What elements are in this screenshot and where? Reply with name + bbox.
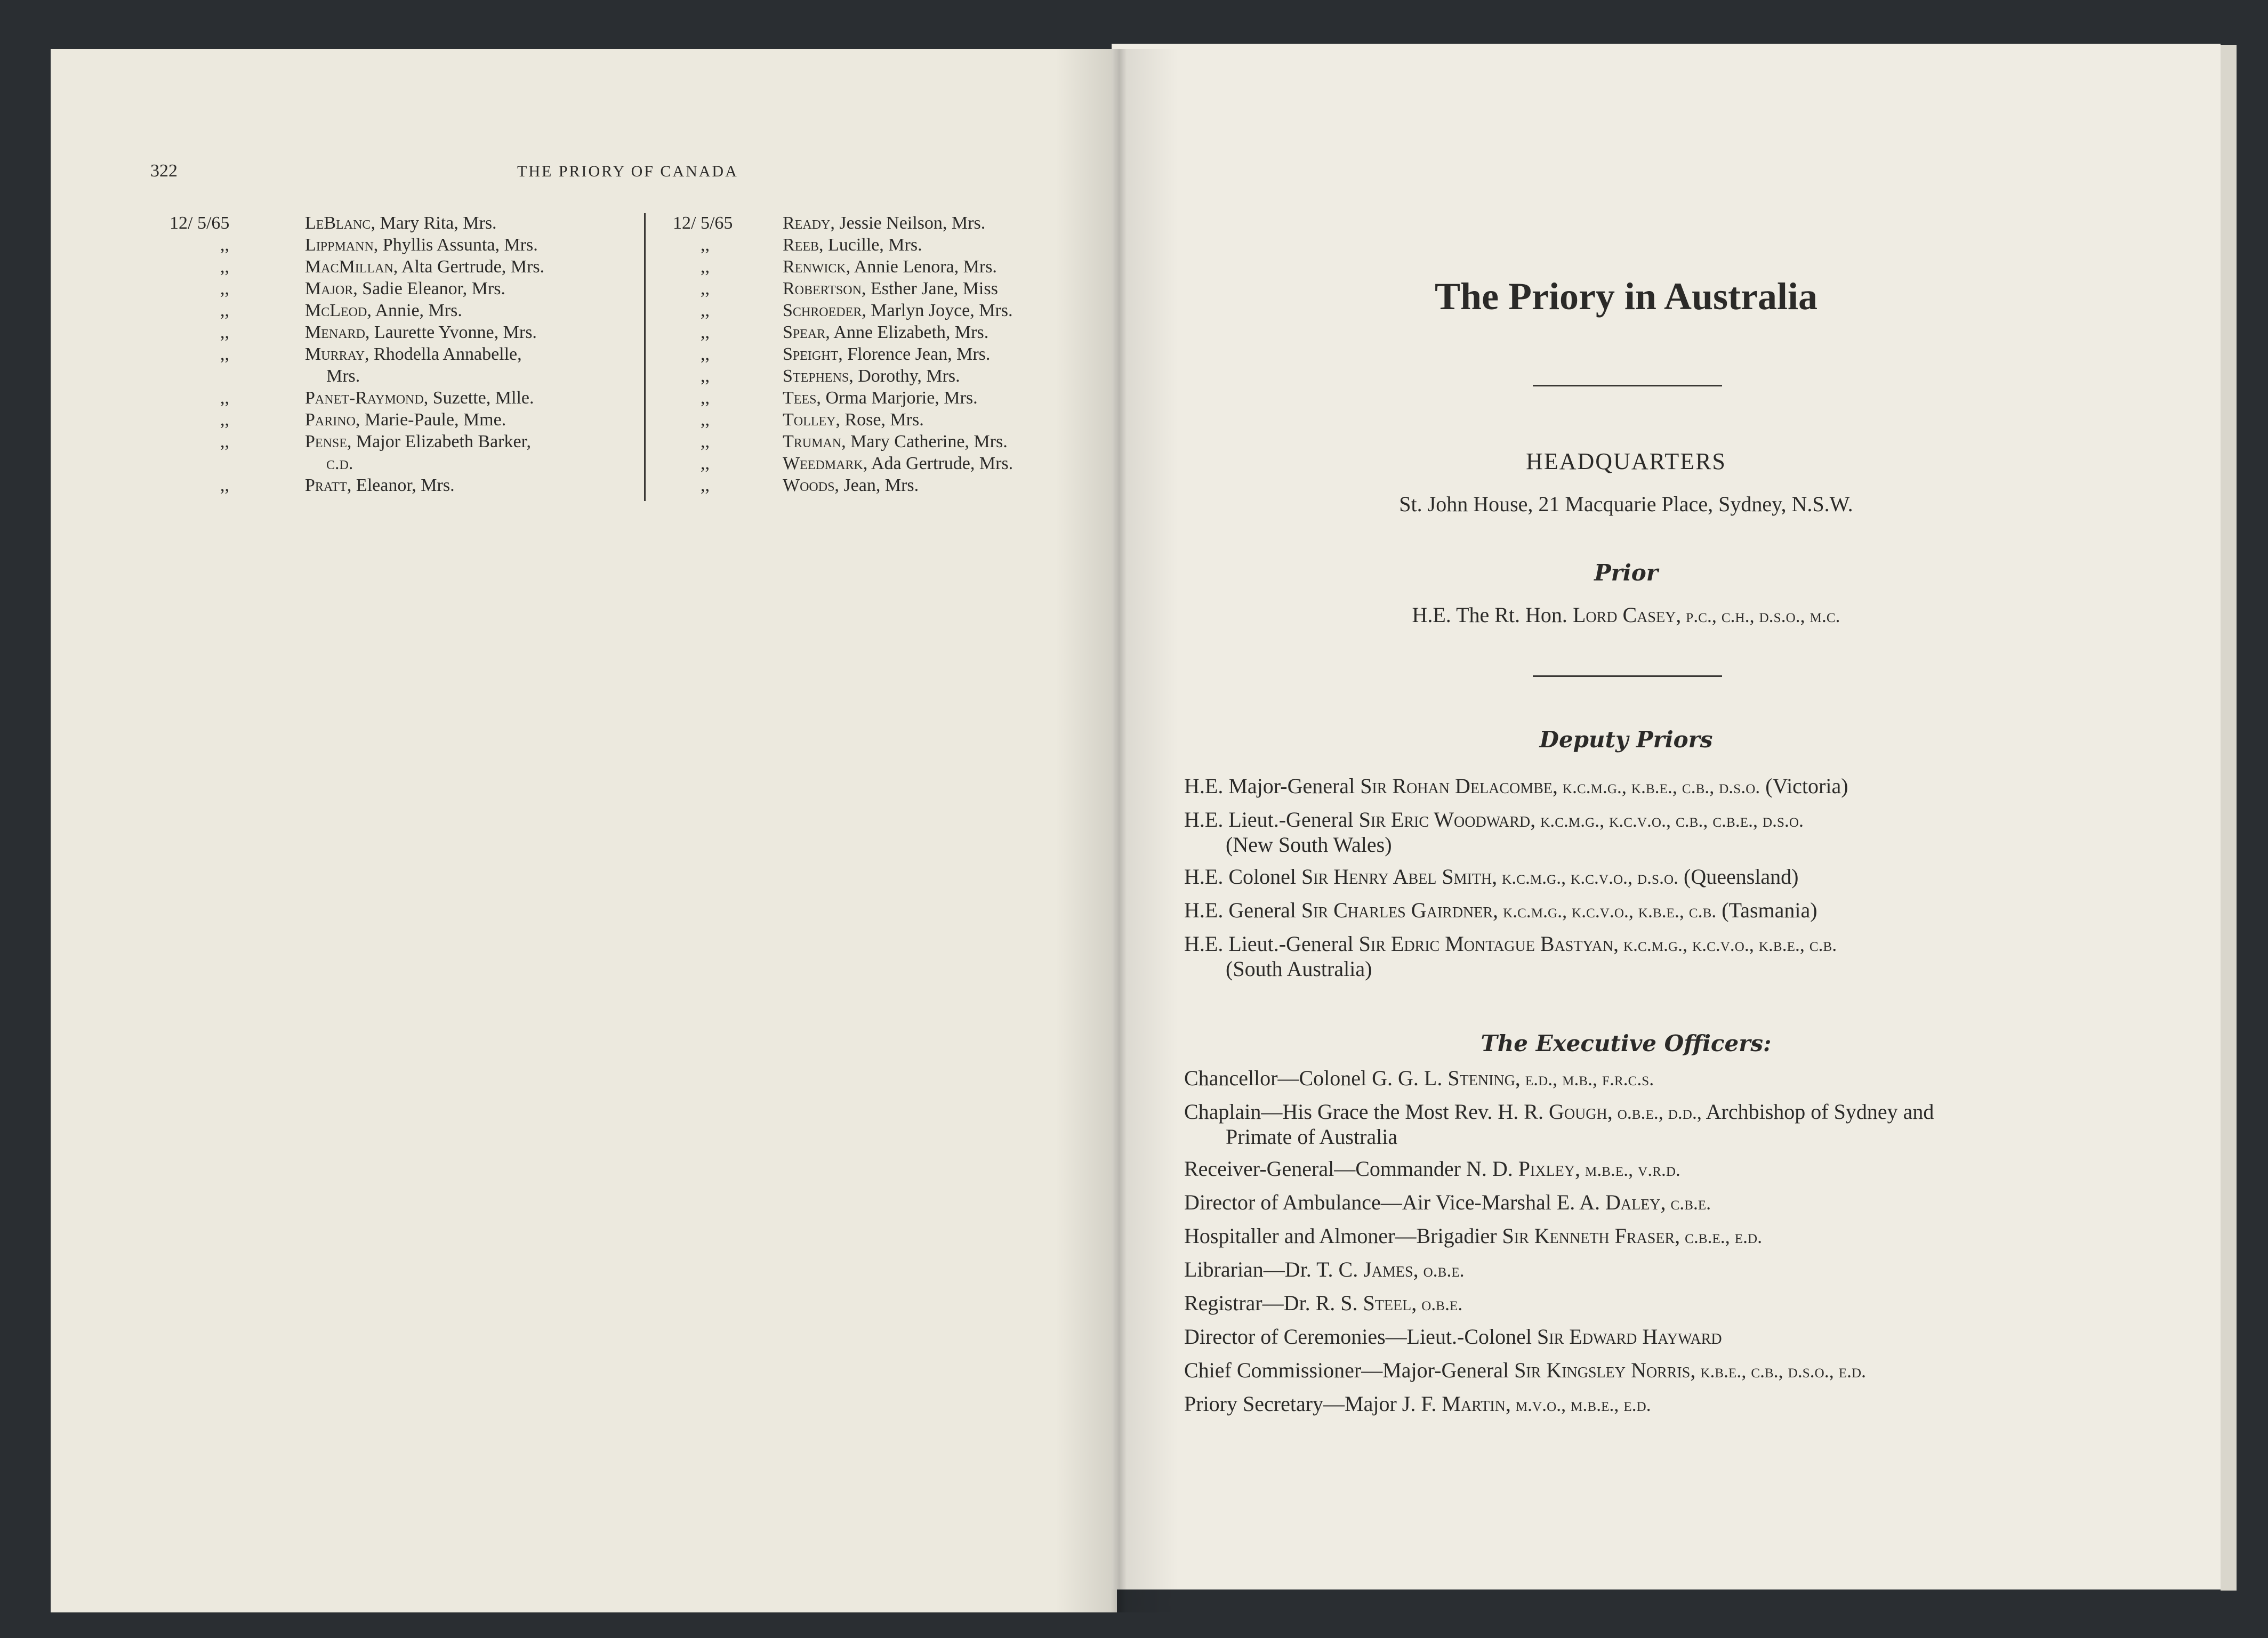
entry-name: Sir Edric Montague Bastyan, [1358, 932, 1619, 956]
page-edge [2221, 45, 2237, 1591]
entry-name: Sir Kenneth Fraser, [1502, 1224, 1680, 1248]
entry-title: Chaplain—His Grace the Most Rev. H. R. [1184, 1100, 1549, 1124]
entry-given-names: Suzette, Mlle. [428, 388, 534, 408]
executive-officer-entry [1184, 1325, 2090, 1350]
entry-name [305, 256, 544, 278]
entry-given-names: Marie-Paule, Mme. [360, 410, 506, 430]
entry-title: H.E. Lieut.-General [1184, 808, 1359, 832]
entry-surname: Renwick, [783, 257, 851, 277]
entry-date: ,, [701, 301, 710, 320]
deputy-prior-entry [1184, 898, 2090, 923]
entry-date: ,, [701, 366, 710, 386]
entry-given-names: Rhodella Annabelle, [369, 344, 522, 364]
entry-given-names: Annie Lenora, Mrs. [850, 257, 997, 277]
headquarters-address: St. John House, 21 Macquarie Place, Sydney, N.S.W. [1399, 492, 1853, 516]
entry-date: ,, [220, 257, 229, 277]
entry-title: Registrar—Dr. R. S. [1184, 1291, 1363, 1315]
entry-continuation: Mrs. [326, 366, 360, 386]
executive-officer-entry [1184, 1157, 2090, 1182]
deputy-priors-heading: Deputy Priors [1539, 727, 1713, 753]
entry-name: Sir Henry Abel Smith, [1301, 865, 1498, 889]
entry-surname: Major, [305, 279, 358, 298]
entry-name [783, 278, 998, 300]
entry-date: ,, [220, 322, 229, 342]
entry-title: Director of Ceremonies—Lieut.-Colonel [1184, 1325, 1538, 1349]
book-gutter [1056, 49, 1178, 1612]
entry-given-names: Rose, Mrs. [840, 410, 924, 430]
entry-name: Sir Rohan Delacombe, [1360, 774, 1558, 798]
entry-title: H.E. Colonel [1184, 865, 1301, 889]
executive-officer-entry [1184, 1100, 2090, 1149]
executive-officer-entry [1184, 1066, 2090, 1091]
entry-title: Director of Ambulance—Air Vice-Marshal E. A. [1184, 1190, 1605, 1214]
entry-surname: Woods, [783, 475, 839, 495]
entry-name: Daley, [1605, 1190, 1666, 1214]
entry-surname: Schroeder, [783, 301, 866, 320]
entry-name [783, 256, 997, 278]
entry-title: H.E. Major-General [1184, 774, 1361, 798]
entry-given-names: Laurette Yvonne, Mrs. [369, 322, 537, 342]
entry-date: ,, [701, 235, 710, 255]
entry-honours: e.d., m.b., f.r.c.s. [1520, 1068, 1654, 1090]
deputy-prior-entry [1184, 932, 2090, 981]
entry-name: Stening, [1447, 1066, 1521, 1090]
entry-surname: Robertson, [783, 279, 866, 298]
entry-name: Sir Kingsley Norris, [1514, 1358, 1696, 1382]
entry-date: ,, [220, 388, 229, 408]
entry-name [783, 234, 922, 256]
entry-name [305, 212, 497, 234]
prior-title: H.E. The Rt. Hon. [1412, 603, 1573, 627]
entry-name [305, 409, 506, 431]
entry-date: ,, [220, 301, 229, 320]
entry-name: Sir Eric Woodward, [1358, 808, 1536, 832]
entry-date: ,, [701, 257, 710, 277]
entry-honours: m.b.e., v.r.d. [1580, 1159, 1680, 1180]
entry-surname: Parino, [305, 410, 360, 430]
entry-name [305, 321, 537, 343]
entry-title: H.E. General [1184, 898, 1301, 922]
entry-honours: k.c.m.g., k.b.e., c.b., d.s.o. [1557, 776, 1760, 797]
entry-date: 12/ 5/65 [673, 213, 733, 233]
entry-date: ,, [220, 279, 229, 298]
prior-heading: Prior [1594, 560, 1658, 586]
entry-name: Steel, [1363, 1291, 1417, 1315]
executive-officer-entry [1184, 1291, 2090, 1316]
entry-suffix: (Tasmania) [1716, 898, 1817, 922]
entry-honours: c.b.e., e.d. [1680, 1226, 1763, 1247]
entry-surname: Stephens, [783, 366, 854, 386]
entry-honours: k.c.m.g., k.c.v.o., k.b.e., c.b. [1619, 934, 1837, 955]
entry-name: James, [1363, 1257, 1419, 1281]
entry-name [783, 409, 924, 431]
entry-date: ,, [220, 475, 229, 495]
entry-given-names: Mary Rita, Mrs. [375, 213, 497, 233]
entry-surname: Tees, [783, 388, 821, 408]
entry-date: ,, [220, 410, 229, 430]
entry-given-names: Marlyn Joyce, Mrs. [866, 301, 1013, 320]
entry-title: Priory Secretary—Major J. F. [1184, 1392, 1442, 1416]
entry-name [305, 300, 462, 321]
entry-title: Chancellor—Colonel G. G. L. [1184, 1066, 1448, 1090]
entry-given-names: Dorothy, Mrs. [853, 366, 960, 386]
entry-given-names: Mary Catherine, Mrs. [846, 432, 1008, 451]
entry-surname: Menard, [305, 322, 370, 342]
entry-honours: k.c.m.g., k.c.v.o., d.s.o. [1497, 867, 1679, 888]
entry-name: Sir Charles Gairdner, [1301, 898, 1499, 922]
entry-surname: Lippmann, [305, 235, 379, 255]
entry-honours: k.b.e., c.b., d.s.o., e.d. [1695, 1360, 1867, 1382]
deputy-prior-entry [1184, 865, 2090, 890]
entry-name [783, 474, 919, 496]
entry-surname: Pense, [305, 432, 352, 451]
entry-date: ,, [701, 432, 710, 451]
headquarters-label: HEADQUARTERS [1526, 448, 1726, 474]
entry-title: Chief Commissioner—Major-General [1184, 1358, 1515, 1382]
entry-surname: Speight, [783, 344, 843, 364]
entry-date: ,, [220, 235, 229, 255]
entry-name [783, 212, 985, 234]
entry-given-names: Sadie Eleanor, Mrs. [357, 279, 505, 298]
entry-surname: McLeod, [305, 301, 372, 320]
entry-date: ,, [701, 475, 710, 495]
entry-name: Martin, [1442, 1392, 1511, 1416]
entry-title: Hospitaller and Almoner—Brigadier [1184, 1224, 1502, 1248]
running-head: THE PRIORY OF CANADA [517, 163, 738, 180]
entry-surname: LeBlanc, [305, 213, 375, 233]
entry-date: ,, [220, 344, 229, 364]
entry-honours: o.b.e. [1418, 1260, 1465, 1281]
entry-name [305, 387, 534, 409]
page-number: 322 [150, 161, 178, 181]
entry-name [305, 474, 455, 496]
entry-name [305, 431, 531, 453]
deputy-prior-entry [1184, 808, 2090, 857]
entry-name [783, 321, 988, 343]
entry-surname: Ready, [783, 213, 835, 233]
entry-surname: Pratt, [305, 475, 352, 495]
entry-name [783, 365, 960, 387]
entry-date: ,, [701, 388, 710, 408]
entry-name [783, 343, 990, 365]
entry-honours: o.b.e. [1417, 1293, 1463, 1314]
entry-title: Receiver-General—Commander N. D. [1184, 1157, 1518, 1181]
prior-surname: Lord Casey, [1572, 603, 1682, 627]
executive-officers-heading: The Executive Officers: [1481, 1030, 1772, 1056]
entry-date: ,, [701, 454, 710, 473]
entry-name: Sir Edward Hayward [1537, 1325, 1722, 1349]
entry-name [305, 234, 538, 256]
entry-given-names: Phyllis Assunta, Mrs. [378, 235, 538, 255]
entry-date: ,, [701, 279, 710, 298]
entry-name: Pixley, [1518, 1157, 1580, 1181]
entry-given-names: Ada Gertrude, Mrs. [867, 454, 1014, 473]
entry-surname: Tolley, [783, 410, 840, 430]
entry-suffix: (Victoria) [1760, 774, 1848, 798]
entry-suffix: Archbishop of Sydney and [1701, 1100, 1934, 1124]
entry-given-names: Major Elizabeth Barker, [351, 432, 532, 451]
entry-date: ,, [701, 322, 710, 342]
entry-name [783, 300, 1013, 321]
entry-surname: Spear, [783, 322, 830, 342]
entry-honours: o.b.e., d.d., [1612, 1102, 1702, 1123]
entry-suffix: (Queensland) [1678, 865, 1799, 889]
entry-given-names: Anne Elizabeth, Mrs. [830, 322, 989, 342]
entry-honours: c.b.e. [1666, 1192, 1711, 1214]
entry-title: H.E. Lieut.-General [1184, 932, 1359, 956]
entry-surname: Panet-Raymond, [305, 388, 429, 408]
entry-name [783, 453, 1013, 474]
executive-officer-entry [1184, 1358, 2090, 1383]
entry-surname: Reeb, [783, 235, 824, 255]
entry-continuation: (New South Wales) [1226, 833, 1392, 857]
entry-given-names: Lucille, Mrs. [823, 235, 922, 255]
entry-honours: m.v.o., m.b.e., e.d. [1510, 1394, 1651, 1415]
entry-honours: k.c.m.g., k.c.v.o., c.b., c.b.e., d.s.o. [1535, 810, 1804, 831]
entry-name [783, 387, 978, 409]
entry-given-names: Jessie Neilson, Mrs. [834, 213, 986, 233]
entry-given-names: Eleanor, Mrs. [351, 475, 455, 495]
prior-name [1280, 602, 1973, 627]
entry-date: 12/ 5/65 [170, 213, 230, 233]
entry-continuation: Primate of Australia [1226, 1125, 1398, 1149]
executive-officer-entry [1184, 1392, 2090, 1417]
executive-officer-entry [1184, 1190, 2090, 1215]
entry-given-names: Annie, Mrs. [371, 301, 462, 320]
divider-rule [1533, 385, 1722, 386]
entry-date: ,, [701, 410, 710, 430]
entry-given-names: Alta Gertrude, Mrs. [398, 257, 545, 277]
executive-officer-entry [1184, 1257, 2090, 1282]
page-title: The Priory in Australia [1435, 275, 1817, 318]
entry-date: ,, [220, 432, 229, 451]
deputy-prior-entry [1184, 774, 2090, 799]
entry-surname: Weedmark, [783, 454, 868, 473]
prior-honours: p.c., c.h., d.s.o., m.c. [1681, 605, 1840, 626]
entry-given-names: Florence Jean, Mrs. [842, 344, 991, 364]
entry-continuation: (South Australia) [1226, 957, 1372, 981]
entry-name: Gough, [1548, 1100, 1613, 1124]
entry-name [305, 343, 522, 365]
entry-surname: MacMillan, [305, 257, 398, 277]
entry-given-names: Orma Marjorie, Mrs. [821, 388, 978, 408]
entry-title: Librarian—Dr. T. C. [1184, 1257, 1364, 1281]
entry-given-names: Esther Jane, Miss [866, 279, 998, 298]
column-divider [644, 213, 646, 501]
entry-surname: Truman, [783, 432, 846, 451]
entry-continuation: c.d. [326, 454, 353, 473]
entry-name [783, 431, 1008, 453]
entry-honours: k.c.m.g., k.c.v.o., k.b.e., c.b. [1498, 900, 1717, 922]
executive-officer-entry [1184, 1224, 2090, 1249]
divider-rule [1533, 675, 1722, 677]
entry-given-names: Jean, Mrs. [839, 475, 919, 495]
entry-date: ,, [701, 344, 710, 364]
entry-name [305, 278, 505, 300]
entry-surname: Murray, [305, 344, 369, 364]
